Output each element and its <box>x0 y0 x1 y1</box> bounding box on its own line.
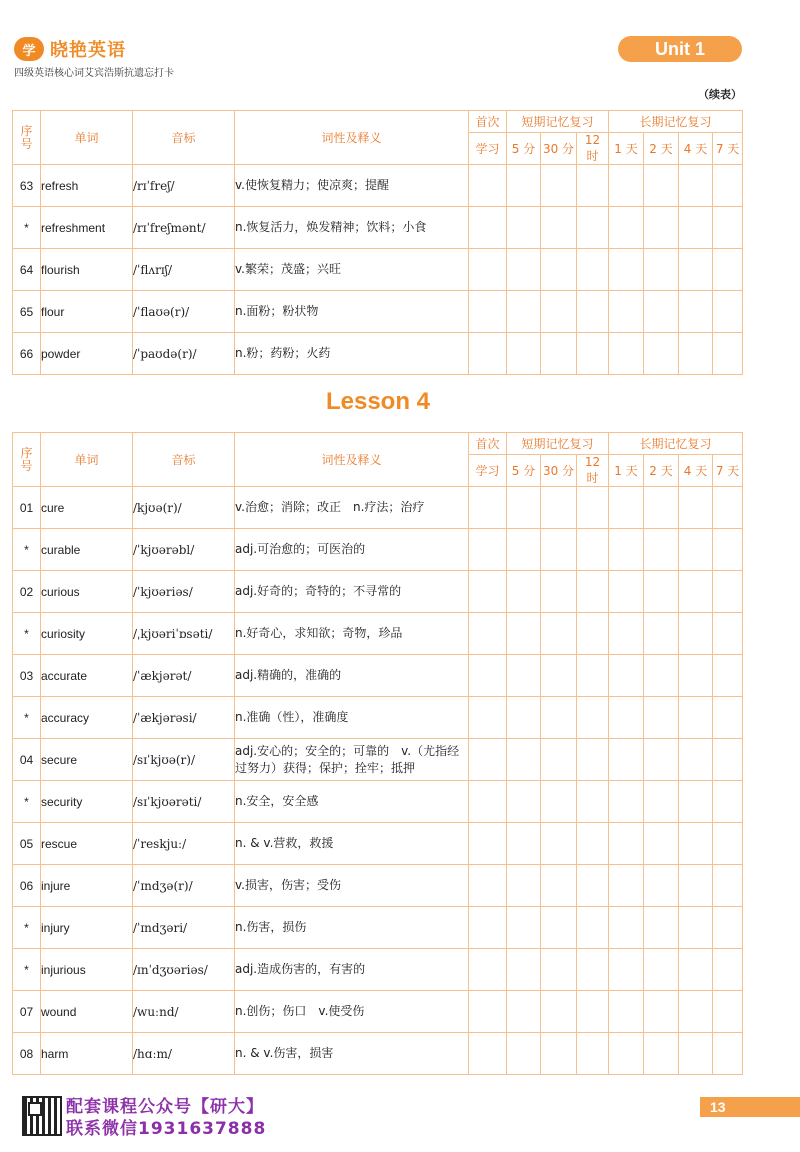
continued-label: （续表） <box>698 88 742 101</box>
phonetic-cell: /ɪnˈdʒʊəriəs/ <box>133 949 235 991</box>
review-checkbox-cell[interactable] <box>541 249 577 291</box>
review-checkbox-cell[interactable] <box>469 949 507 991</box>
header-long-col: 1 天 <box>609 133 644 165</box>
review-checkbox-cell[interactable] <box>679 907 713 949</box>
review-checkbox-cell[interactable] <box>469 907 507 949</box>
review-checkbox-cell[interactable] <box>679 865 713 907</box>
review-checkbox-cell[interactable] <box>609 571 644 613</box>
review-checkbox-cell[interactable] <box>609 949 644 991</box>
review-checkbox-cell[interactable] <box>469 207 507 249</box>
review-checkbox-cell[interactable] <box>644 487 679 529</box>
phonetic-cell: /sɪˈkjʊərəti/ <box>133 781 235 823</box>
review-checkbox-cell[interactable] <box>679 571 713 613</box>
review-checkbox-cell[interactable] <box>609 823 644 865</box>
review-checkbox-cell[interactable] <box>609 907 644 949</box>
review-checkbox-cell[interactable] <box>713 571 743 613</box>
review-checkbox-cell[interactable] <box>577 907 609 949</box>
review-checkbox-cell[interactable] <box>609 487 644 529</box>
review-checkbox-cell[interactable] <box>713 991 743 1033</box>
phonetic-cell: /ˈpaʊdə(r)/ <box>133 333 235 375</box>
review-checkbox-cell[interactable] <box>713 165 743 207</box>
review-checkbox-cell[interactable] <box>577 739 609 781</box>
promo-line-1: 配套课程公众号【研大】 <box>66 1097 264 1117</box>
phonetic-cell: /rɪˈfreʃ/ <box>133 165 235 207</box>
review-checkbox-cell[interactable] <box>713 907 743 949</box>
review-checkbox-cell[interactable] <box>469 249 507 291</box>
header-long-col: 7 天 <box>713 133 743 165</box>
review-checkbox-cell[interactable] <box>541 529 577 571</box>
review-checkbox-cell[interactable] <box>507 1033 541 1075</box>
review-checkbox-cell[interactable] <box>713 949 743 991</box>
publisher-logo <box>14 36 126 62</box>
word-cell: rescue <box>41 823 133 865</box>
review-checkbox-cell[interactable] <box>577 291 609 333</box>
table-row <box>13 571 743 613</box>
review-checkbox-cell[interactable] <box>541 655 577 697</box>
word-number: 02 <box>13 571 41 613</box>
word-cell: flour <box>41 291 133 333</box>
review-checkbox-cell[interactable] <box>679 739 713 781</box>
review-checkbox-cell[interactable] <box>469 165 507 207</box>
review-checkbox-cell[interactable] <box>713 291 743 333</box>
review-checkbox-cell[interactable] <box>713 333 743 375</box>
header-seq: 序号 <box>13 111 41 165</box>
review-checkbox-cell[interactable] <box>609 655 644 697</box>
header-long-col: 2 天 <box>644 133 679 165</box>
meaning-cell: n. & v.伤害，损害 <box>235 1033 469 1075</box>
review-checkbox-cell[interactable] <box>469 291 507 333</box>
vocab-table-unit1 <box>12 110 743 375</box>
review-checkbox-cell[interactable] <box>541 165 577 207</box>
review-checkbox-cell[interactable] <box>609 865 644 907</box>
review-checkbox-cell[interactable] <box>577 823 609 865</box>
review-checkbox-cell[interactable] <box>679 165 713 207</box>
review-checkbox-cell[interactable] <box>541 949 577 991</box>
meaning-cell: n.伤害，损伤 <box>235 907 469 949</box>
review-checkbox-cell[interactable] <box>713 655 743 697</box>
header-word: 单词 <box>41 433 133 487</box>
meaning-cell: v.损害，伤害；受伤 <box>235 865 469 907</box>
word-cell: refresh <box>41 165 133 207</box>
meaning-cell: adj.造成伤害的，有害的 <box>235 949 469 991</box>
review-checkbox-cell[interactable] <box>577 249 609 291</box>
word-cell: refreshment <box>41 207 133 249</box>
word-cell: curiosity <box>41 613 133 655</box>
review-checkbox-cell[interactable] <box>609 991 644 1033</box>
header-long-col: 1 天 <box>609 455 644 487</box>
review-checkbox-cell[interactable] <box>469 781 507 823</box>
promo-line-2: 联系微信1931637888 <box>66 1119 267 1139</box>
review-checkbox-cell[interactable] <box>541 697 577 739</box>
review-checkbox-cell[interactable] <box>644 697 679 739</box>
review-checkbox-cell[interactable] <box>541 907 577 949</box>
review-checkbox-cell[interactable] <box>609 207 644 249</box>
meaning-cell: n.面粉；粉状物 <box>235 291 469 333</box>
table-row <box>13 487 743 529</box>
review-checkbox-cell[interactable] <box>469 487 507 529</box>
review-checkbox-cell[interactable] <box>507 529 541 571</box>
meaning-cell: n.准确（性），准确度 <box>235 697 469 739</box>
review-checkbox-cell[interactable] <box>713 823 743 865</box>
word-cell: security <box>41 781 133 823</box>
word-cell: injury <box>41 907 133 949</box>
review-checkbox-cell[interactable] <box>609 165 644 207</box>
review-checkbox-cell[interactable] <box>679 781 713 823</box>
header-meaning: 词性及释义 <box>235 433 469 487</box>
review-checkbox-cell[interactable] <box>541 991 577 1033</box>
header-short-col: 5 分 <box>507 133 541 165</box>
table-row <box>13 249 743 291</box>
table-row <box>13 949 743 991</box>
phonetic-cell: /rɪˈfreʃmənt/ <box>133 207 235 249</box>
review-checkbox-cell[interactable] <box>469 655 507 697</box>
review-checkbox-cell[interactable] <box>644 291 679 333</box>
table-row <box>13 291 743 333</box>
review-checkbox-cell[interactable] <box>713 865 743 907</box>
review-checkbox-cell[interactable] <box>644 165 679 207</box>
review-checkbox-cell[interactable] <box>679 291 713 333</box>
review-checkbox-cell[interactable] <box>577 207 609 249</box>
review-checkbox-cell[interactable] <box>644 529 679 571</box>
review-checkbox-cell[interactable] <box>713 781 743 823</box>
header-short-term: 短期记忆复习 <box>507 433 609 455</box>
review-checkbox-cell[interactable] <box>507 571 541 613</box>
phonetic-cell: /kjʊə(r)/ <box>133 487 235 529</box>
review-checkbox-cell[interactable] <box>713 529 743 571</box>
review-checkbox-cell[interactable] <box>577 529 609 571</box>
review-checkbox-cell[interactable] <box>469 991 507 1033</box>
review-checkbox-cell[interactable] <box>469 739 507 781</box>
word-number: 05 <box>13 823 41 865</box>
word-number: * <box>13 207 41 249</box>
word-number: * <box>13 697 41 739</box>
header-meaning: 词性及释义 <box>235 111 469 165</box>
meaning-cell: adj.安心的；安全的；可靠的 v.（尤指经过努力）获得；保护；拴牢；抵押 <box>235 739 469 781</box>
review-checkbox-cell[interactable] <box>609 697 644 739</box>
word-number: 08 <box>13 1033 41 1075</box>
review-checkbox-cell[interactable] <box>679 487 713 529</box>
meaning-cell: v.使恢复精力；使凉爽；提醒 <box>235 165 469 207</box>
header-long-col: 2 天 <box>644 455 679 487</box>
word-number: * <box>13 781 41 823</box>
review-checkbox-cell[interactable] <box>577 655 609 697</box>
review-checkbox-cell[interactable] <box>541 739 577 781</box>
word-cell: secure <box>41 739 133 781</box>
review-checkbox-cell[interactable] <box>507 907 541 949</box>
review-checkbox-cell[interactable] <box>469 697 507 739</box>
table-row <box>13 207 743 249</box>
phonetic-cell: /sɪˈkjʊə(r)/ <box>133 739 235 781</box>
table-row <box>13 165 743 207</box>
review-checkbox-cell[interactable] <box>609 613 644 655</box>
review-checkbox-cell[interactable] <box>507 333 541 375</box>
review-checkbox-cell[interactable] <box>577 487 609 529</box>
review-checkbox-cell[interactable] <box>713 1033 743 1075</box>
review-checkbox-cell[interactable] <box>507 207 541 249</box>
table-row <box>13 865 743 907</box>
table-row <box>13 697 743 739</box>
review-checkbox-cell[interactable] <box>644 907 679 949</box>
header-short-col: 12 时 <box>577 133 609 165</box>
review-checkbox-cell[interactable] <box>507 781 541 823</box>
review-checkbox-cell[interactable] <box>644 949 679 991</box>
review-checkbox-cell[interactable] <box>679 613 713 655</box>
review-checkbox-cell[interactable] <box>577 613 609 655</box>
phonetic-cell: /ˈækjərəsi/ <box>133 697 235 739</box>
meaning-cell: n.粉；药粉；火药 <box>235 333 469 375</box>
meaning-cell: adj.精确的，准确的 <box>235 655 469 697</box>
phonetic-cell: /ˈflʌrɪʃ/ <box>133 249 235 291</box>
review-checkbox-cell[interactable] <box>713 487 743 529</box>
word-cell: accuracy <box>41 697 133 739</box>
header-short-col: 12 时 <box>577 455 609 487</box>
word-number: 04 <box>13 739 41 781</box>
meaning-cell: adj.好奇的；奇特的；不寻常的 <box>235 571 469 613</box>
review-checkbox-cell[interactable] <box>577 865 609 907</box>
review-checkbox-cell[interactable] <box>713 697 743 739</box>
review-checkbox-cell[interactable] <box>541 291 577 333</box>
review-checkbox-cell[interactable] <box>713 739 743 781</box>
logo-badge: 学 <box>14 37 44 61</box>
header-long-term: 长期记忆复习 <box>609 433 743 455</box>
word-number: 66 <box>13 333 41 375</box>
word-cell: injure <box>41 865 133 907</box>
review-checkbox-cell[interactable] <box>577 781 609 823</box>
table-row <box>13 739 743 781</box>
header-first: 首次 <box>469 111 507 133</box>
review-checkbox-cell[interactable] <box>644 207 679 249</box>
review-checkbox-cell[interactable] <box>679 1033 713 1075</box>
table-row <box>13 529 743 571</box>
review-checkbox-cell[interactable] <box>507 739 541 781</box>
review-checkbox-cell[interactable] <box>541 1033 577 1075</box>
vocab-table-lesson4 <box>12 432 743 1075</box>
review-checkbox-cell[interactable] <box>644 333 679 375</box>
review-checkbox-cell[interactable] <box>644 655 679 697</box>
header-long-col: 7 天 <box>713 455 743 487</box>
meaning-cell: n. & v.营救，救援 <box>235 823 469 865</box>
review-checkbox-cell[interactable] <box>541 487 577 529</box>
review-checkbox-cell[interactable] <box>507 613 541 655</box>
header-first-study: 学习 <box>469 133 507 165</box>
header-long-col: 4 天 <box>679 455 713 487</box>
word-number: * <box>13 613 41 655</box>
review-checkbox-cell[interactable] <box>507 165 541 207</box>
review-checkbox-cell[interactable] <box>541 613 577 655</box>
review-checkbox-cell[interactable] <box>609 529 644 571</box>
word-number: 01 <box>13 487 41 529</box>
word-number: * <box>13 907 41 949</box>
word-cell: accurate <box>41 655 133 697</box>
review-checkbox-cell[interactable] <box>541 207 577 249</box>
word-cell: flourish <box>41 249 133 291</box>
review-checkbox-cell[interactable] <box>577 571 609 613</box>
word-number: 64 <box>13 249 41 291</box>
word-number: 06 <box>13 865 41 907</box>
review-checkbox-cell[interactable] <box>644 781 679 823</box>
review-checkbox-cell[interactable] <box>507 823 541 865</box>
header-long-col: 4 天 <box>679 133 713 165</box>
review-checkbox-cell[interactable] <box>609 781 644 823</box>
phonetic-cell: /ˈækjərət/ <box>133 655 235 697</box>
review-checkbox-cell[interactable] <box>541 781 577 823</box>
review-checkbox-cell[interactable] <box>679 207 713 249</box>
table-row <box>13 333 743 375</box>
word-cell: injurious <box>41 949 133 991</box>
review-checkbox-cell[interactable] <box>469 613 507 655</box>
word-number: 07 <box>13 991 41 1033</box>
header-phonetic: 音标 <box>133 111 235 165</box>
review-checkbox-cell[interactable] <box>679 529 713 571</box>
word-cell: powder <box>41 333 133 375</box>
phonetic-cell: /hɑːm/ <box>133 1033 235 1075</box>
header-phonetic: 音标 <box>133 433 235 487</box>
review-checkbox-cell[interactable] <box>679 823 713 865</box>
phonetic-cell: /wuːnd/ <box>133 991 235 1033</box>
review-checkbox-cell[interactable] <box>713 249 743 291</box>
phonetic-cell: /ˈflaʊə(r)/ <box>133 291 235 333</box>
logo-text: 晓艳英语 <box>50 40 126 61</box>
review-checkbox-cell[interactable] <box>507 865 541 907</box>
header-first-study: 学习 <box>469 455 507 487</box>
review-checkbox-cell[interactable] <box>577 165 609 207</box>
phonetic-cell: /ˈɪndʒə(r)/ <box>133 865 235 907</box>
review-checkbox-cell[interactable] <box>679 333 713 375</box>
review-checkbox-cell[interactable] <box>469 529 507 571</box>
header-short-col: 30 分 <box>541 133 577 165</box>
phonetic-cell: /ˈɪndʒəri/ <box>133 907 235 949</box>
unit-badge: Unit 1 <box>618 36 742 62</box>
qr-code <box>22 1096 62 1136</box>
header-seq: 序号 <box>13 433 41 487</box>
meaning-cell: n.恢复活力，焕发精神；饮料；小食 <box>235 207 469 249</box>
word-number: * <box>13 949 41 991</box>
review-checkbox-cell[interactable] <box>609 291 644 333</box>
review-checkbox-cell[interactable] <box>609 249 644 291</box>
review-checkbox-cell[interactable] <box>713 207 743 249</box>
review-checkbox-cell[interactable] <box>644 571 679 613</box>
header-short-col: 30 分 <box>541 455 577 487</box>
review-checkbox-cell[interactable] <box>609 333 644 375</box>
review-checkbox-cell[interactable] <box>577 991 609 1033</box>
review-checkbox-cell[interactable] <box>644 1033 679 1075</box>
review-checkbox-cell[interactable] <box>577 949 609 991</box>
header-first: 首次 <box>469 433 507 455</box>
review-checkbox-cell[interactable] <box>507 991 541 1033</box>
review-checkbox-cell[interactable] <box>507 949 541 991</box>
meaning-cell: n.好奇心，求知欲；奇物，珍品 <box>235 613 469 655</box>
review-checkbox-cell[interactable] <box>507 655 541 697</box>
table-row <box>13 1033 743 1075</box>
review-checkbox-cell[interactable] <box>507 249 541 291</box>
word-cell: harm <box>41 1033 133 1075</box>
lesson-title: Lesson 4 <box>325 388 431 415</box>
review-checkbox-cell[interactable] <box>644 823 679 865</box>
review-checkbox-cell[interactable] <box>469 865 507 907</box>
table-row <box>13 991 743 1033</box>
book-subtitle: 四级英语核心词艾宾浩斯抗遗忘打卡 <box>14 68 174 79</box>
review-checkbox-cell[interactable] <box>469 333 507 375</box>
review-checkbox-cell[interactable] <box>577 1033 609 1075</box>
word-number: 65 <box>13 291 41 333</box>
header-long-term: 长期记忆复习 <box>609 111 743 133</box>
phonetic-cell: /ˈreskjuː/ <box>133 823 235 865</box>
header-word: 单词 <box>41 111 133 165</box>
review-checkbox-cell[interactable] <box>644 739 679 781</box>
table-row <box>13 613 743 655</box>
review-checkbox-cell[interactable] <box>507 487 541 529</box>
review-checkbox-cell[interactable] <box>679 655 713 697</box>
word-cell: curable <box>41 529 133 571</box>
word-number: * <box>13 529 41 571</box>
review-checkbox-cell[interactable] <box>679 991 713 1033</box>
word-number: 03 <box>13 655 41 697</box>
table-row <box>13 781 743 823</box>
page-number: 13 <box>700 1097 800 1117</box>
table-row <box>13 655 743 697</box>
review-checkbox-cell[interactable] <box>577 697 609 739</box>
promo-text <box>66 1096 266 1140</box>
phonetic-cell: /ˈkjʊəriəs/ <box>133 571 235 613</box>
phonetic-cell: /ˈkjʊərəbl/ <box>133 529 235 571</box>
review-checkbox-cell[interactable] <box>577 333 609 375</box>
header-short-col: 5 分 <box>507 455 541 487</box>
meaning-cell: v.治愈；消除；改正 n.疗法；治疗 <box>235 487 469 529</box>
header-short-term: 短期记忆复习 <box>507 111 609 133</box>
phonetic-cell: /ˌkjʊəriˈɒsəti/ <box>133 613 235 655</box>
review-checkbox-cell[interactable] <box>469 823 507 865</box>
review-checkbox-cell[interactable] <box>609 1033 644 1075</box>
review-checkbox-cell[interactable] <box>541 865 577 907</box>
meaning-cell: n.安全，安全感 <box>235 781 469 823</box>
review-checkbox-cell[interactable] <box>507 697 541 739</box>
review-checkbox-cell[interactable] <box>679 697 713 739</box>
review-checkbox-cell[interactable] <box>713 613 743 655</box>
review-checkbox-cell[interactable] <box>507 291 541 333</box>
review-checkbox-cell[interactable] <box>609 739 644 781</box>
table-row <box>13 823 743 865</box>
review-checkbox-cell[interactable] <box>644 613 679 655</box>
review-checkbox-cell[interactable] <box>644 865 679 907</box>
review-checkbox-cell[interactable] <box>541 823 577 865</box>
review-checkbox-cell[interactable] <box>541 571 577 613</box>
review-checkbox-cell[interactable] <box>644 991 679 1033</box>
meaning-cell: v.繁荣；茂盛；兴旺 <box>235 249 469 291</box>
word-cell: curious <box>41 571 133 613</box>
meaning-cell: n.创伤；伤口 v.使受伤 <box>235 991 469 1033</box>
review-checkbox-cell[interactable] <box>679 949 713 991</box>
review-checkbox-cell[interactable] <box>469 571 507 613</box>
review-checkbox-cell[interactable] <box>541 333 577 375</box>
review-checkbox-cell[interactable] <box>469 1033 507 1075</box>
word-cell: cure <box>41 487 133 529</box>
meaning-cell: adj.可治愈的；可医治的 <box>235 529 469 571</box>
review-checkbox-cell[interactable] <box>679 249 713 291</box>
word-number: 63 <box>13 165 41 207</box>
table-row <box>13 907 743 949</box>
review-checkbox-cell[interactable] <box>644 249 679 291</box>
word-cell: wound <box>41 991 133 1033</box>
